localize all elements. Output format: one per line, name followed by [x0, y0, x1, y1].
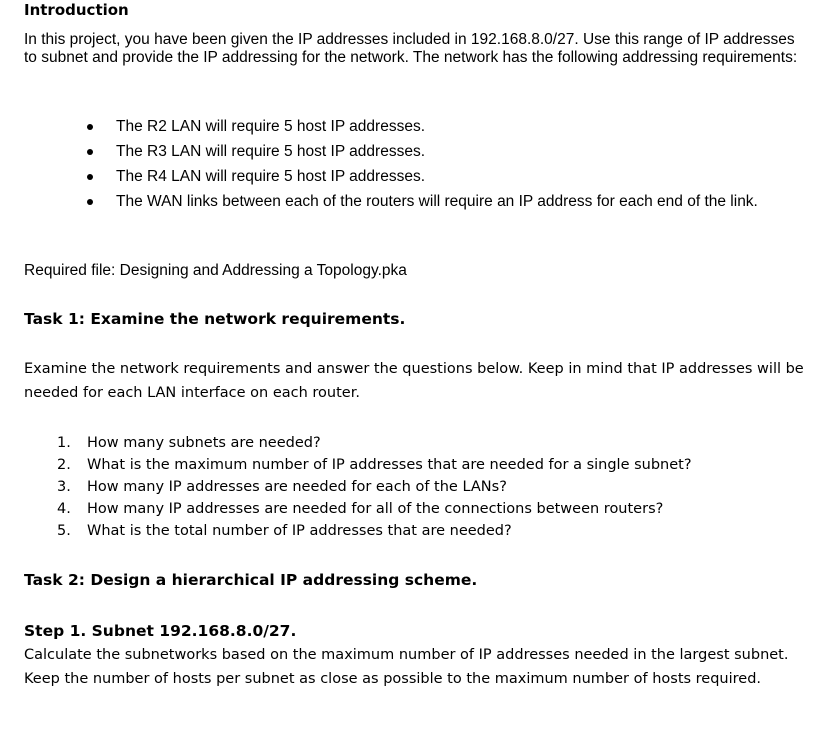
list-item: The WAN links between each of the routers will require an IP address for each end of the link. [24, 193, 814, 211]
step1-paragraph: Calculate the subnetworks based on the maximum number of IP addresses needed in the largest subnet. Keep the number of hosts per subnet as close as possible to the maximum number of hosts required. [24, 647, 789, 687]
introduction-paragraph: In this project, you have been given the IP addresses included in 192.168.8.0/27. Use this range of IP addresses to subnet and provide the IP addressing for the network. The network has the following addressing requirements: [24, 31, 798, 66]
task1-paragraph: Examine the network requirements and answer the questions below. Keep in mind that IP addresses will be needed for each LAN interface on each router. [24, 361, 804, 401]
step1-heading: Step 1. Subnet 192.168.8.0/27. [24, 622, 297, 640]
list-item: 3. How many IP addresses are needed for each of the LANs? [57, 479, 507, 495]
list-item: 2. What is the maximum number of IP addresses that are needed for a single subnet? [57, 457, 692, 473]
bullet-icon [87, 124, 93, 130]
questions-list [24, 432, 814, 542]
requirements-list [24, 118, 814, 211]
bullet-icon [87, 174, 93, 180]
list-item: 4. How many IP addresses are needed for all of the connections between routers? [57, 501, 664, 517]
introduction-heading: Introduction [24, 1, 129, 19]
task2-heading: Task 2: Design a hierarchical IP addressing scheme. [24, 571, 478, 589]
list-item: The R4 LAN will require 5 host IP addresses. [24, 168, 814, 186]
bullet-icon [87, 199, 93, 205]
list-item: The R2 LAN will require 5 host IP addresses. [24, 118, 814, 136]
task1-heading: Task 1: Examine the network requirements. [24, 310, 406, 328]
required-file-text: Required file: Designing and Addressing a Topology.pka [24, 262, 407, 279]
list-item: 5. What is the total number of IP addresses that are needed? [57, 523, 512, 539]
list-item: The R3 LAN will require 5 host IP addresses. [24, 143, 814, 161]
bullet-icon [87, 149, 93, 155]
list-item: 1. How many subnets are needed? [57, 435, 321, 451]
